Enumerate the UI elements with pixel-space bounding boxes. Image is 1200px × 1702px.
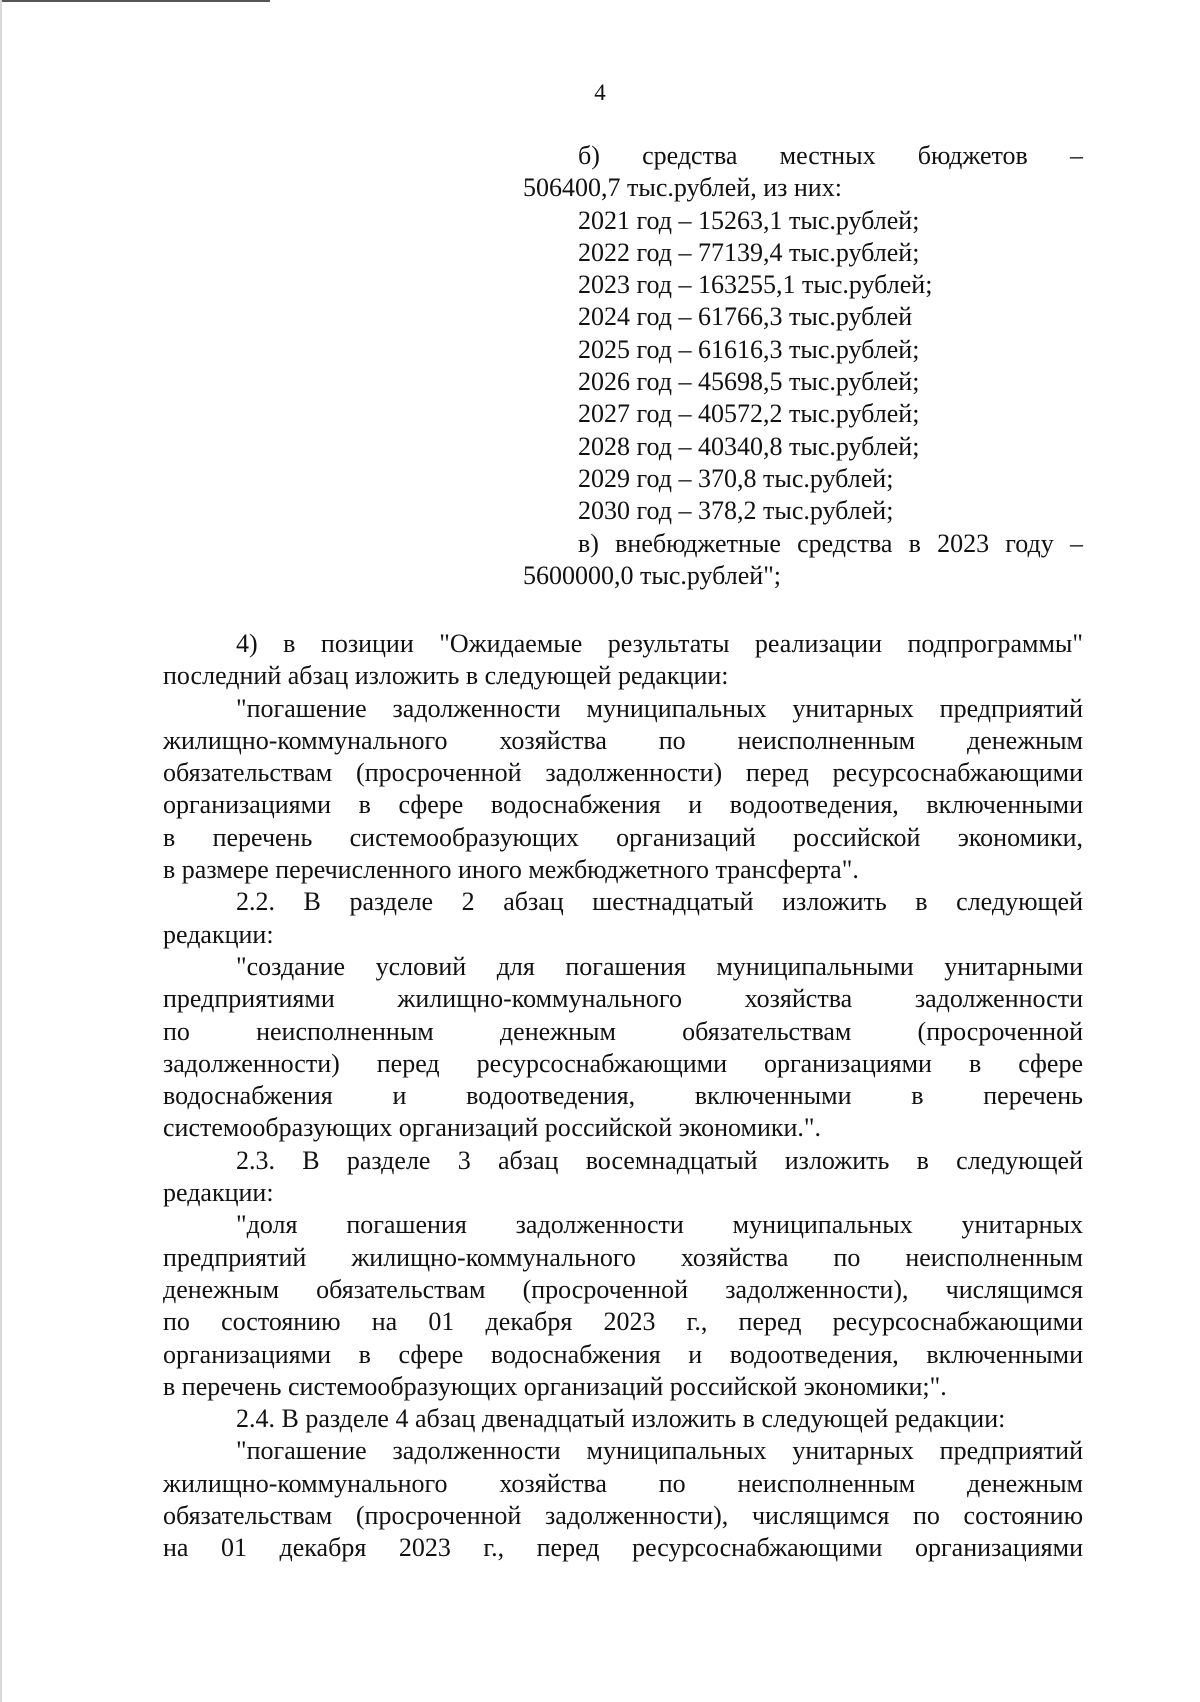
funding-year-item: 2021 год – 15263,1 тыс.рублей; xyxy=(578,205,920,235)
funding-year-item: 2024 год – 61766,3 тыс.рублей xyxy=(578,302,913,332)
body-text-line: водоснабжения и водоотведения, включенными в перечень xyxy=(163,1081,1083,1111)
page-number: 4 xyxy=(594,80,606,105)
body-text-line: системообразующих организаций российской экономики.". xyxy=(163,1113,822,1143)
body-text-line: редакции: xyxy=(163,919,274,949)
funding-year-item: 2023 год – 163255,1 тыс.рублей; xyxy=(578,270,933,300)
extrabudget-line-2: 5600000,0 тыс.рублей"; xyxy=(523,560,782,590)
body-text-line: на 01 декабря 2023 г., перед ресурсоснабжающими организациями xyxy=(163,1533,1083,1563)
body-text-line: "погашение задолженности муниципальных унитарных предприятий xyxy=(236,693,1083,723)
body-text-line: жилищно-коммунального хозяйства по неисполненным денежным xyxy=(163,1468,1083,1498)
funding-year-item: 2022 год – 77139,4 тыс.рублей; xyxy=(578,237,920,267)
body-text-line: 2.3. В разделе 3 абзац восемнадцатый изложить в следующей xyxy=(236,1145,1083,1175)
body-text-line: по состоянию на 01 декабря 2023 г., перед ресурсоснабжающими xyxy=(163,1307,1083,1337)
body-text-line: денежным обязательствам (просроченной задолженности), числящимся xyxy=(163,1274,1083,1304)
body-text-line: предприятий жилищно-коммунального хозяйства по неисполненным xyxy=(163,1242,1083,1272)
body-text-line: в размере перечисленного иного межбюджетного трансферта". xyxy=(163,855,859,885)
scan-edge-line xyxy=(0,0,270,2)
body-text-line: 2.4. В разделе 4 абзац двенадцатый изложить в следующей редакции: xyxy=(236,1404,1006,1434)
funding-year-item: 2026 год – 45698,5 тыс.рублей; xyxy=(578,367,920,397)
local-budget-line-2: 506400,7 тыс.рублей, из них: xyxy=(523,173,842,203)
body-text-line: по неисполненным денежным обязательствам (просроченной xyxy=(163,1016,1083,1046)
funding-year-item: 2027 год – 40572,2 тыс.рублей; xyxy=(578,399,920,429)
body-text-line: в перечень системообразующих организаций российской экономики;". xyxy=(163,1371,947,1401)
body-text-line: в перечень системообразующих организаций российской экономики, xyxy=(163,822,1083,852)
body-text-line: задолженности) перед ресурсоснабжающими организациями в сфере xyxy=(163,1048,1083,1078)
funding-year-item: 2029 год – 370,8 тыс.рублей; xyxy=(578,463,894,493)
body-text-line: организациями в сфере водоснабжения и водоотведения, включенными xyxy=(163,1339,1083,1369)
main-text-body xyxy=(163,628,1083,1565)
body-text-line: "доля погашения задолженности муниципальных унитарных xyxy=(236,1210,1083,1240)
body-text-line: обязательствам (просроченной задолженности) перед ресурсоснабжающими xyxy=(163,758,1083,788)
body-text-line: организациями в сфере водоснабжения и водоотведения, включенными xyxy=(163,790,1083,820)
body-text-line: обязательствам (просроченной задолженности), числящимся по состоянию xyxy=(163,1501,1083,1531)
body-text-line: "создание условий для погашения муниципальными унитарными xyxy=(236,951,1083,981)
funding-year-item: 2028 год – 40340,8 тыс.рублей; xyxy=(578,431,920,461)
scan-edge-shadow xyxy=(0,0,2,1702)
funding-year-item: 2025 год – 61616,3 тыс.рублей; xyxy=(578,334,920,364)
extrabudget-line-1: в) внебюджетные средства в 2023 году – xyxy=(578,528,1083,558)
local-budget-line-1: б) средства местных бюджетов – xyxy=(578,141,1083,170)
funding-block xyxy=(523,140,1083,592)
funding-year-item: 2030 год – 378,2 тыс.рублей; xyxy=(578,496,894,526)
body-text-line: "погашение задолженности муниципальных унитарных предприятий xyxy=(236,1436,1083,1466)
body-text-line: последний абзац изложить в следующей редакции: xyxy=(163,661,729,691)
body-text-line: редакции: xyxy=(163,1178,274,1208)
body-text-line: 2.2. В разделе 2 абзац шестнадцатый изложить в следующей xyxy=(236,887,1083,917)
body-text-line: жилищно-коммунального хозяйства по неисполненным денежным xyxy=(163,725,1083,755)
body-text-line: 4) в позиции "Ожидаемые результаты реализации подпрограммы" xyxy=(236,629,1083,658)
body-text-line: предприятиями жилищно-коммунального хозяйства задолженности xyxy=(163,984,1083,1014)
